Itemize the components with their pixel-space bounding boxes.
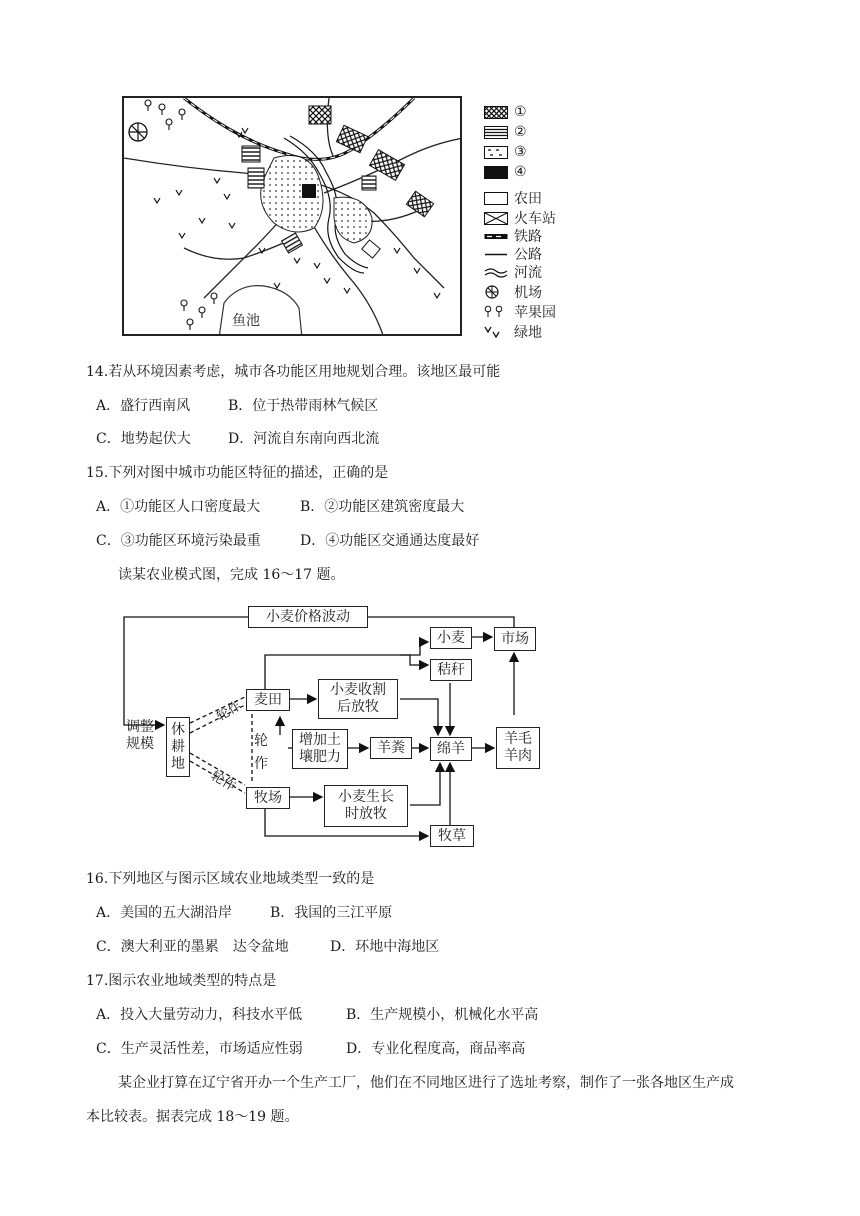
box-wheat: 小麦 xyxy=(430,627,472,649)
q17-option-d: D．专业化程度高，商品率高 xyxy=(346,1041,526,1057)
airport-icon xyxy=(129,123,147,141)
box-harvest-grazing xyxy=(318,679,398,719)
legend-item-9 xyxy=(484,262,542,282)
zone-2 xyxy=(362,176,376,190)
legend-label: 河流 xyxy=(514,265,542,281)
legend-label: ④ xyxy=(514,164,527,180)
q14-option-a: A．盛行西南风 xyxy=(96,398,191,414)
legend-label: 铁路 xyxy=(514,229,542,245)
legend-label: 机场 xyxy=(514,285,542,301)
box-harvest-grazing-line1: 小麦收割 xyxy=(330,682,386,698)
box-straw: 秸秆 xyxy=(430,659,472,681)
legend-item-5 xyxy=(484,188,542,208)
box-pasture: 牧场 xyxy=(246,787,290,809)
zone-2 xyxy=(282,233,303,253)
box-forage: 牧草 xyxy=(430,825,474,847)
box-wool-line2: 羊肉 xyxy=(504,748,532,764)
legend-label: 苹果园 xyxy=(514,305,556,321)
box-fallow-land xyxy=(166,717,190,777)
legend-item-6 xyxy=(484,208,556,228)
city-function-map xyxy=(122,96,462,336)
legend-item-1 xyxy=(484,102,527,122)
zone-1 xyxy=(406,191,433,217)
box-harvest-grazing-line2: 后放牧 xyxy=(337,699,379,715)
legend-item-7 xyxy=(484,226,542,246)
rotation-middle-line1: 轮 xyxy=(254,733,268,749)
empty-box-swatch-icon xyxy=(484,192,508,205)
adjust-scale-line2: 规模 xyxy=(126,736,154,752)
legend-label: 火车站 xyxy=(514,211,556,227)
q15-option-d: D．④功能区交通通达度最好 xyxy=(300,533,480,549)
q16-option-b: B．我国的三江平原 xyxy=(270,905,393,921)
map-drawing xyxy=(124,98,462,336)
legend-item-12 xyxy=(484,322,542,342)
legend-label: ② xyxy=(514,124,527,140)
greenland-symbol-icon xyxy=(484,325,508,339)
legend-label: 农田 xyxy=(514,191,542,207)
adjust-scale-label xyxy=(126,719,154,753)
box-market: 市场 xyxy=(494,627,536,651)
box-soil-line1: 增加土 xyxy=(299,732,341,748)
crosshatch-swatch-icon xyxy=(484,106,508,119)
zone-4 xyxy=(302,184,316,198)
box-fallow-line3: 地 xyxy=(171,755,185,772)
zone-1 xyxy=(309,106,331,124)
box-wool-mutton xyxy=(496,727,540,769)
rotation-middle-line2: 作 xyxy=(254,756,268,772)
box-wool-line1: 羊毛 xyxy=(504,731,532,747)
box-growth-line2: 时放牧 xyxy=(345,806,387,822)
q16-option-a: A．美国的五大湖沿岸 xyxy=(96,905,233,921)
q17-option-b: B．生产规模小，机械化水平高 xyxy=(346,1007,539,1023)
legend-item-2 xyxy=(484,122,527,142)
rotation-label-top: 轮作 xyxy=(213,698,245,725)
road-line-icon xyxy=(484,248,508,261)
dotted-swatch-icon xyxy=(484,146,508,159)
legend-label: ③ xyxy=(514,144,527,160)
box-fallow-line1: 休 xyxy=(171,721,185,738)
box-soil-fertility xyxy=(292,729,348,769)
box-wheatfield: 麦田 xyxy=(246,689,290,711)
q15-option-a: A．①功能区人口密度最大 xyxy=(96,499,261,515)
legend-item-4 xyxy=(484,162,527,182)
adjust-scale-line1: 调整 xyxy=(126,719,154,735)
question-16-stem: 16.下列地区与图示区域农业地域类型一致的是 xyxy=(86,871,375,887)
intro-18-19-line2: 本比较表。据表完成 18～19 题。 xyxy=(86,1109,299,1125)
intro-16-17: 读某农业模式图，完成 16～17 题。 xyxy=(118,567,345,583)
q17-option-a: A．投入大量劳动力，科技水平低 xyxy=(96,1007,303,1023)
legend-item-8 xyxy=(484,244,542,264)
box-growth-line1: 小麦生长 xyxy=(338,789,394,805)
legend-label: ① xyxy=(514,104,527,120)
railway-line-icon xyxy=(484,230,508,243)
legend-label: 公路 xyxy=(514,247,542,263)
zone-1 xyxy=(336,125,367,152)
q16-option-c: C．澳大利亚的墨累 达令盆地 xyxy=(96,939,289,955)
question-15-stem: 15.下列对图中城市功能区特征的描述，正确的是 xyxy=(86,465,389,481)
horizontal-lines-swatch-icon xyxy=(484,126,508,139)
apple-orchard-symbol-icon xyxy=(484,305,508,319)
q14-option-c: C．地势起伏大 xyxy=(96,431,191,447)
legend-label: 绿地 xyxy=(514,325,542,341)
box-price-fluctuation: 小麦价格波动 xyxy=(248,606,368,628)
fishpond-label: 鱼池 xyxy=(232,313,260,329)
q17-option-c: C．生产灵活性差，市场适应性弱 xyxy=(96,1041,303,1057)
box-sheep-dung: 羊粪 xyxy=(370,737,412,759)
river-lines-icon xyxy=(484,266,508,279)
farmland xyxy=(362,240,380,258)
legend-item-10 xyxy=(484,282,542,302)
q15-option-c: C．③功能区环境污染最重 xyxy=(96,533,261,549)
agriculture-flow-diagram xyxy=(120,605,540,850)
q16-option-d: D．环地中海地区 xyxy=(330,939,440,955)
zone-2 xyxy=(248,168,264,188)
rotation-label-bottom: 轮作 xyxy=(207,768,239,795)
legend-item-11 xyxy=(484,302,556,322)
box-soil-line2: 壤肥力 xyxy=(299,749,341,765)
box-sheep: 绵羊 xyxy=(430,737,472,761)
intro-18-19-line1: 某企业打算在辽宁省开办一个生产工厂，他们在不同地区进行了选址考察，制作了一张各地区生产成 xyxy=(118,1075,734,1091)
x-box-swatch-icon xyxy=(484,212,508,225)
airport-symbol-icon xyxy=(484,285,508,299)
zone-3 xyxy=(334,197,372,243)
box-fallow-line2: 耕 xyxy=(171,738,185,755)
road xyxy=(184,238,294,259)
q14-option-b: B．位于热带雨林气候区 xyxy=(228,398,379,414)
q14-option-d: D．河流自东南向西北流 xyxy=(228,431,380,447)
box-growth-grazing xyxy=(324,785,408,827)
solid-black-swatch-icon xyxy=(484,166,508,179)
question-14-stem: 14.若从环境因素考虑，城市各功能区用地规划合理。该地区最可能 xyxy=(86,364,501,380)
q15-option-b: B．②功能区建筑密度最大 xyxy=(300,499,465,515)
legend-item-3 xyxy=(484,142,527,162)
zone-2 xyxy=(242,146,260,162)
rotation-label-middle xyxy=(254,733,272,773)
question-17-stem: 17.图示农业地域类型的特点是 xyxy=(86,973,277,989)
